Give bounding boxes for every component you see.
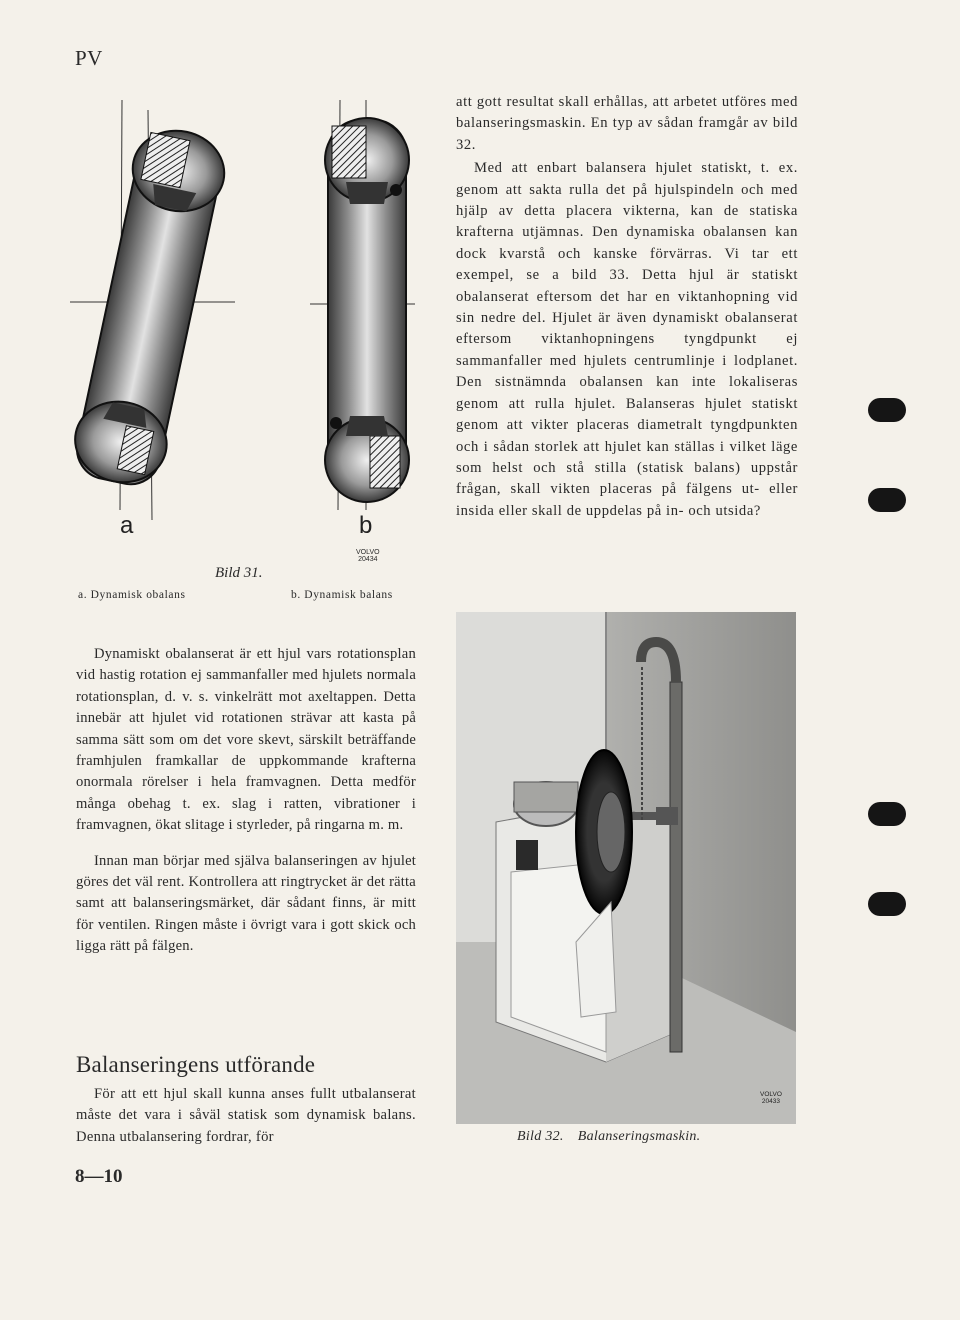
- figure-32-caption-number: Bild 32.: [517, 1129, 564, 1144]
- section-intro: [76, 1084, 416, 1148]
- figure-32-photo: [456, 612, 796, 1124]
- paragraph: Innan man börjar med själva balanseringen av hjulet göres det väl rent. Kontrollera att ringtrycket är det rätta samt att balanseringsmärket, där sådant finns, är mitt för ventilen. Ringen måste i övrigt vara i gott skick och ligga rätt på fälgen.: [76, 852, 416, 955]
- figure-31-caption-b: b. Dynamisk balans: [291, 589, 393, 601]
- volvo-number-text: 20433: [761, 1098, 780, 1105]
- punch-hole: [868, 892, 906, 916]
- paragraph: Dynamiskt obalanserat är ett hjul vars rotationsplan vid hastig rotation ej sammanfaller med hjulets normala rotationsplan, d. v. s. vinkelrätt mot axeltappen. Detta innebär att hjulet vid rotationen strävar att kasta på samma sätt som om det vore skevt, särskilt beträffande framhjulen framkallar de uppkommande krafterna onormala rörelser i hela framvagnen. Detta medför många obehag t. ex. slag i ratten, vibrationer i framvagnen, ökat slitage i styrleder, på ringarna m. m.: [76, 646, 416, 834]
- balancing-machine-illustration: [456, 612, 796, 1124]
- punch-hole: [868, 398, 906, 422]
- left-column-text: [76, 644, 416, 958]
- figure-32-caption: [517, 1129, 701, 1145]
- figure-31-caption-a: a. Dynamisk obalans: [78, 589, 186, 601]
- volvo-number-text: 20434: [358, 556, 378, 563]
- paragraph: För att ett hjul skall kunna anses fullt utbalanserat måste det vara i såväl statisk som dynamisk balans. Denna utbalansering fordrar, för: [76, 1086, 416, 1145]
- volvo-mark-text: VOLVO: [760, 1091, 782, 1098]
- paragraph: Med att enbart balansera hjulet statiskt, t. ex. genom att sakta rulla det på hjulspindeln och med hjälp av detta placera vikterna, kan de statiska krafterna utjämnas. Den dynamiska obalansen kan dock kvarstå och kanske förvärras. Vi tar ett exempel, se a bild 33. Detta hjul är statiskt obalanserat eftersom det har en viktanhopning vid sin nedre del. Hjulet är även dynamiskt obalanserat eftersom viktanhopningens tyngdpunkt ej sammanfaller med hjulets centrumlinje i lodplanet. Den sistnämnda obalansen kan inte lokaliseras genom att rulla hjulet. Balanseras hjulet statiskt genom att vikter placeras diametralt tyngdpunkten och i sådan storlek att hjulet kan ställas i vilket läge som helst och stå stilla (statisk balans) uppstår frågan, skall vikten placeras på fälgens ut- eller insida eller skall de uppdelas på in- och utsida?: [456, 160, 798, 519]
- paragraph: att gott resultat skall erhållas, att arbetet utföres med balanseringsmaskin. En typ av sådan framgår av bild 32.: [456, 94, 798, 153]
- page-header: PV: [75, 46, 103, 70]
- figure-31-label-a: a: [120, 512, 134, 539]
- figure-31-caption: Bild 31.: [215, 565, 263, 581]
- binder-holes: [868, 0, 928, 1320]
- punch-hole: [868, 802, 906, 826]
- section-heading: Balanseringens utförande: [76, 1052, 316, 1077]
- balance-weight-lower: [330, 417, 342, 429]
- figure-32-volvo-mark: [760, 1091, 782, 1105]
- balance-weight-upper: [390, 184, 402, 196]
- wheel-a-diagram: [70, 100, 235, 520]
- page-number: 8—10: [75, 1166, 123, 1187]
- right-column-text: [456, 92, 798, 522]
- figure-31-label-b: b: [359, 512, 373, 539]
- figure-31-volvo-mark: [356, 549, 380, 563]
- figure-31-diagram: [70, 90, 430, 530]
- volvo-mark-text: VOLVO: [356, 549, 380, 556]
- punch-hole: [868, 488, 906, 512]
- wheel-b-diagram: [310, 100, 415, 510]
- figure-32-caption-title: Balanseringsmaskin.: [577, 1129, 701, 1144]
